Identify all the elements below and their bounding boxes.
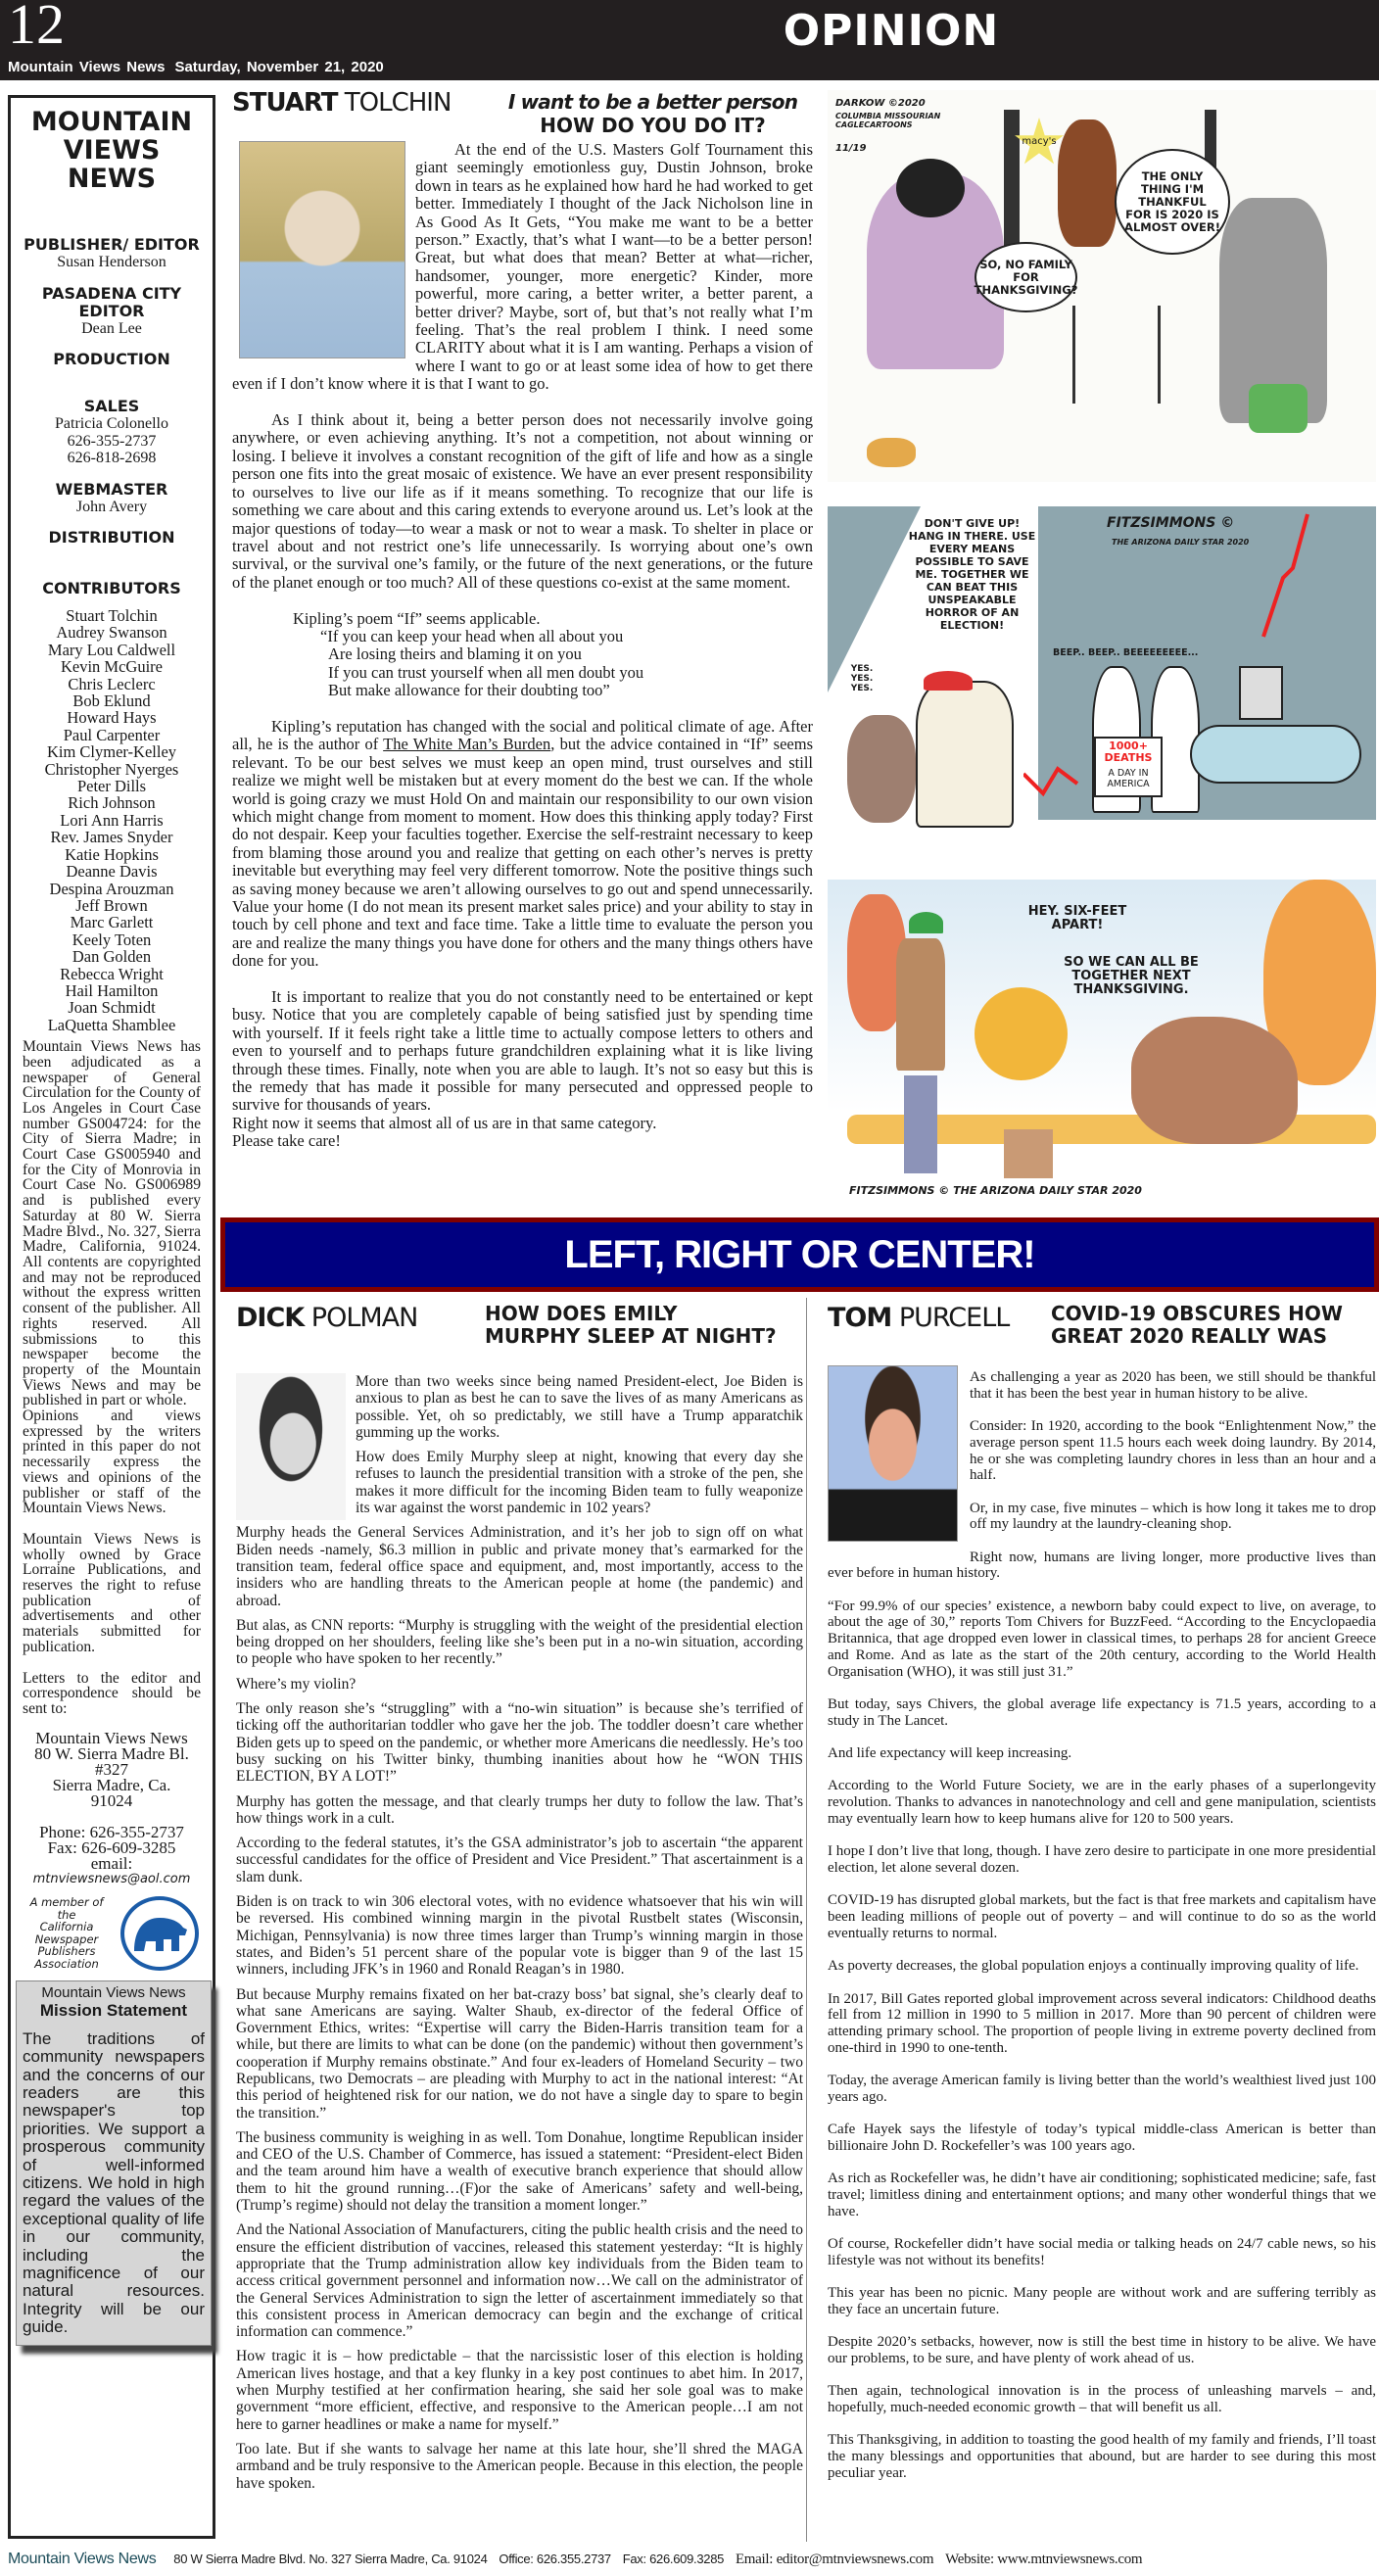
article-purcell [828, 1303, 1376, 2498]
paragraph: As I think about it, being a better person does not necessarily involve going anywhere, or even achieving anything. It’s not a competition, not about winning or losing. I believe it involves a constant recognition of the gift of life and how as a single person one fits into the great mosaic of existence. We have an ever present responsibility to ourselves to live our life as if it means something. To recognize that our life is something we care about and this caring extends to everyone around us. Let’s look at the major questions of today—to wear a mask or not to wear a mask. To shelter in place or travel about and not restrict one’s life unnecessarily. Is worrying about one’s own survival, or the survival one’s family, or the future of the next generations, or the future of the planet enough or too much? All of these questions co-exist at the same moment. [232, 410, 813, 592]
paragraph-text: Kipling’s reputation has changed with the social and political climate of age. After all, he is the author of [232, 716, 813, 754]
paragraph: Biden is on track to win 306 electoral votes, with no evidence whatsoever that his win will be reversed. His combined winning margin in the pivotal Rustbelt states (Wisconsin, Michigan, Pennsylvania) is now three times larger than Trump’s winning margin in those states, and Biden’s 51 percent share of the popular vote is bigger than 9 of the last 15 winners, including JFK’s in 1960 and Ronald Reagan’s in 1980. [236, 1893, 803, 1979]
section-title: OPINION [783, 6, 1000, 56]
poem-line: But make allowance for their doubting too” [328, 681, 610, 700]
paragraph: Cafe Hayek says the lifestyle of today’s typical middle-class American is better than billionaire John D. Rockefeller’s was 100 years ago. [828, 2122, 1376, 2154]
contributors-list [19, 607, 205, 1033]
contributor-name: Deanne Davis [66, 862, 158, 882]
poem-line: “If you can keep your head when all about you [320, 626, 624, 645]
paragraph: This year has been no picnic. Many people are without work and are suffering terribly as they face an uncertain future. [828, 2285, 1376, 2317]
banner-title: LEFT, RIGHT OR CENTER! [225, 1222, 1374, 1287]
cartoonist-signature: DARKOW ©2020 [835, 98, 926, 109]
address-line: 80 W. Sierra Madre Bl. [34, 1743, 189, 1763]
footer-email-link[interactable]: Email: editor@mtnviewsnews.com [735, 2552, 934, 2567]
author-photo [236, 1373, 346, 1520]
cnpa-line: Association [34, 1956, 99, 1971]
paragraph: According to the World Future Society, we are in the early phases of a superlongevity revolution. Thanks to advances in nanotechnology and cell and gene manipulation, scientists may eventually learn how to keep humans alive for 120 to 500 years. [828, 1778, 1376, 1827]
title-line: VIEWS [63, 135, 161, 166]
paragraph: Murphy has gotten the message, and that clearly trumps her duty to follow the law. That’s how things work in a cult. [236, 1792, 803, 1827]
trump-figure [916, 681, 1014, 828]
paragraph: And life expectancy will keep increasing. [828, 1745, 1072, 1762]
paragraph: But alas, as CNN reports: “Murphy is struggling with the weight of the presidential election being dropped on her shoulders, feeling like she’s been put in a no-win situation, according to people who have spoken to her recently.” [236, 1616, 803, 1668]
paragraph-text: , but the advice contained in “If” seems relevant. To be our best selves we must keep an open mind, trust ourselves and still realize we might well be mistaken but at every moment do the best we can. If the whole world is going crazy we must Hold On and maintain our responsibility to our own vision which might change from moment to moment. How does this thinking apply today? First do not despair. Keep your faculties together. Exercise the self-restraint necessary to keep from blaming those around you and realize that getting on each other’s nerves is pretty inevitable but everything may feel very different tomorrow. Note the positive things such as saving money because we aren’t allowing ourselves to go out and spend unnecessarily. Value your home (I do not mean its present market sales price) and your ability to stay in touch by cell phone and text and face time. Take a little time to evaluate the person you are and realize the many things you have done for others and the many things others have done for you. [232, 735, 813, 971]
author-first: DICK [236, 1303, 305, 1333]
paragraph: Consider: In 1920, according to the book “Enlightenment Now,” the average person spent 11.5 hours each week doing laundry. By 2014, he or she was completing laundry chores in less than an hour and a half. [970, 1418, 1376, 1484]
legal-notice: Mountain Views News has been adjudicated as a newspaper of General Circulation for the County of Los Angeles in Court Case number GS004724: for the City of Sierra Madre; in Court Case GS005940 and for the City of Monrovia in Court Case No. GS006989 and is published every Saturday at 80 W. Sierra Madre Blvd., No. 327, Sierra Madre, California, 91024. All contents are copyrighted and may not be reproduced without the express written consent of the publisher. All rights reserved. All submissions to this newspaper become the property of the Mountain Views News and may be published in part or whole. [23, 1038, 201, 1409]
editorial-cartoon-fitzsimmons-election [828, 500, 1376, 852]
address-line: #327 [95, 1759, 128, 1779]
contributor-name: Kevin McGuire [60, 657, 163, 677]
city-editor-name: Dean Lee [81, 319, 142, 337]
paragraph: COVID-19 has disrupted global markets, but the fact is that free markets and capitalism have been leading millions of people out of poverty – and will continue to do so as the world eventually returns to normal. [828, 1892, 1376, 1941]
contributor-name: Mary Lou Caldwell [47, 640, 176, 659]
article-polman [236, 1303, 803, 2500]
sales-phone: 626-355-2737 [67, 432, 157, 450]
page-number: 12 [8, 0, 65, 56]
masthead [0, 0, 1379, 80]
author-photo [828, 1365, 958, 1542]
paragraph: The only reason she’s “struggling” with a “no-win situation” is because she’s terrified of ticking off the authoritarian toddler who gave her the job. The toddler doesn’t care whether Biden gets up to speed on the pandemic, or whether more Americans die needlessly. He’s too busy sucking on his Twitter binky, thumbing inanities about how he “WON THIS ELECTION, BY A LOT!” [236, 1700, 803, 1786]
phone: Phone: 626-355-2737 [39, 1822, 184, 1841]
woman-hair [896, 159, 965, 217]
paragraph: How does Emily Murphy sleep at night, knowing that every day she refuses to launch the presidential transition with a stroke of the pen, she makes it more difficult for the incoming Biden team to fully weaponize its war against the worst pandemic in 102 years? [356, 1449, 803, 1517]
author-last: TOLCHIN [344, 88, 452, 118]
cartoon-credit: COLUMBIA MISSOURIAN CAGLECARTOONS [835, 112, 941, 129]
contributor-name: Audrey Swanson [56, 623, 167, 643]
fax: Fax: 626-609-3285 [47, 1837, 176, 1857]
paragraph: Of course, Rockefeller didn’t have social media or talking heads on 24/7 cable news, so his lifestyle was not without its benefits! [828, 2236, 1376, 2268]
cnpa-line: Newspaper [34, 1932, 99, 1946]
mission-title: Mission Statement [39, 2000, 188, 2020]
distribution-label: DISTRIBUTION [48, 528, 175, 547]
paragraph: Too late. But if she wants to salvage her name at this late hour, she’ll shred the MAGA armband and be truly responsive to the American people. Because in this election, the people have spoken. [236, 2440, 803, 2492]
headline-kicker: I want to be a better person [507, 90, 798, 114]
cnpa-line: the [57, 1907, 76, 1922]
article-body [828, 1369, 1376, 2482]
paragraph: Or, in my case, five minutes – which is how long it takes me to drop off my laundry at the laundry-cleaning shop. [970, 1500, 1376, 1533]
footer-address: 80 W Sierra Madre Blvd. No. 327 Sierra Madre, Ca. 91024 [173, 2552, 488, 2566]
contributor-name: Keely Toten [71, 930, 152, 949]
email-label: email: [90, 1853, 133, 1873]
paragraph: Then again, technological innovation is in the process of unleashing marvels – and, hopefully, much-needed economic growth – that will benefit us all. [828, 2383, 1376, 2416]
man-with-axe [896, 938, 945, 1071]
paragraph: As challenging a year as 2020 has been, we still should be thankful that it has been the best year in human history to be alive. [970, 1369, 1376, 1402]
letters-notice: Letters to the editor and correspondence should be sent to: [23, 1669, 201, 1717]
section-banner [220, 1217, 1379, 1292]
mailing-address [19, 1728, 205, 1810]
paragraph: In 2017, Bill Gates reported global improvement across several indicators: Childhood deaths fell from 12 million in 1990 to 5 million in 2017. More than 90 percent of children were attending primary school. The proportion of people living in extreme poverty declined from one-third in 1990 to one-tenth. [828, 1990, 1376, 2056]
contributor-name: Marc Garlett [70, 913, 154, 932]
paragraph: Where’s my violin? [236, 1675, 357, 1693]
sales-phone: 626-818-2698 [67, 450, 157, 466]
author-last: PURCELL [898, 1303, 1010, 1333]
mission-text: The traditions of community newspapers and the concerns of our readers are this newspaper's top priorities. We support a prosperous community of well-informed citizens. We hold in high regard the values of the exceptional quality of life in our community, including the magnificence of our natural resources. Integrity will be our guide. [23, 2028, 205, 2337]
poem-quote [232, 610, 813, 700]
title-line: MOUNTAIN [30, 107, 193, 137]
speech-bubble-right: THE ONLY THING I'M THANKFUL FOR IS 2020 IS ALMOST OVER! [1115, 149, 1230, 255]
contributor-name: Hail Hamilton [65, 980, 159, 1000]
page-footer [8, 2551, 1379, 2568]
speech-bubble-left: SO, NO FAMILY FOR THANKSGIVING? [975, 242, 1077, 312]
paragraph: But because Murphy remains fixated on her bat-crazy boss’ bat signal, she’s clearly deaf to what sane Americans are saying. Walter Shaub, ex-director of the federal Office of Government Ethics, writes: “Expertise will carry the Biden-Harris transition team for a while, but there are limits to what can be done (on the pandemic) without then government’s cooperation if Murphy remains obstinate.” And four ex-leaders of Homeland Security – two Republicans, two Democrats – are pleading with Murphy to act in the national interest: “At this period of heightened risk for our nation, we do not have a single day to spare to begin the transition.” [236, 1985, 803, 2122]
cartoonist-signature: FITZSIMMONS © [1107, 515, 1235, 531]
sign-off: Please take care! [232, 1131, 341, 1151]
contributor-name: Rev. James Snyder [50, 828, 173, 847]
paragraph: And the National Association of Manufacturers, citing the public health crisis and the need to ensure the efficient distribution of vaccines, released this statement yesterday: “It is highly appropriate that the Trump administration allow key individuals from the Biden team to access critical government personnel and information now…We call on the administrator of the General Services Administration to sign the letter of ascertainment immediately so that this consistent process in American democracy can begin and the exchange of critical information can commence.” [236, 2221, 803, 2341]
headline: COVID-19 OBSCURES HOW GREAT 2020 REALLY WAS [1051, 1302, 1343, 1348]
mission-statement-box [16, 1980, 212, 2346]
paragraph: The business community is weighing in as well. Tom Donahue, longtime Republican insider and CEO of the U.S. Chamber of Commerce, has issued a statement: “President-elect Biden and the team around him have a wealth of executive branch experience that should allow them to hit the ground running…(F)or the sake of Americans’ safety and well-being, (Trump’s regime) should not delay the transition a moment longer.” [236, 2128, 803, 2215]
title-line: NEWS [67, 164, 157, 194]
contributor-name: LaQuetta Shamblee [47, 1015, 176, 1034]
staff-sidebar [8, 95, 215, 2539]
cartoon-credit: THE ARIZONA DAILY STAR 2020 [1112, 538, 1250, 547]
cnpa-line: California [39, 1920, 94, 1934]
folding-table [1072, 306, 1161, 404]
man-legs [904, 1075, 937, 1173]
paper-name: Mountain Views News [8, 59, 166, 75]
contributor-name: Bob Eklund [72, 692, 151, 711]
footer-website-link[interactable]: Website: www.mtnviewsnews.com [945, 2552, 1143, 2567]
cnpa-text [23, 1896, 111, 1970]
contributor-name: Jeff Brown [75, 895, 148, 915]
paragraph: According to the federal statutes, it’s the GSA administrator’s job to ascertain “the apparent successful candidates for the office of President and Vice President.” That ascertainment is a slam dunk. [236, 1835, 803, 1885]
turkey-figure [1131, 1017, 1298, 1144]
poem-intro: Kipling’s poem “If” seems applicable. [293, 608, 541, 628]
paragraph: It is important to realize that you do not constantly need to be entertained or kept busy. Notice that you are completely capable of being satisfied just by spending time with yourself. If it feels right take a little time to actually compose letters to others and even to yourself and to perhaps future grandchildren explaining what it is like living through these times. Finally, note when you are able to laugh. It’s not so easy but this is the remedy that has made it possible for many persecuted and oppressed people to survive for thousands of years. [232, 987, 813, 1115]
paragraph: “For 99.9% of our species’ existence, a newborn baby could expect to live, on average, to about the age of 30,” reports Tom Chivers for BuzzFeed. “According to the Encyclopaedia Britannica, that age dropped even lower in classical times, to perhaps 28 for ancient Greece and Rome. And as late as the start of the 20th century, according to the World Health Organisation (WHO), it was still just 31.” [828, 1598, 1376, 1680]
paragraph: Right now, humans are living longer, more productive lives than ever before in human history. [828, 1549, 1376, 1582]
contributor-name: Chris Leclerc [68, 674, 156, 693]
contributor-name: Rich Johnson [68, 793, 156, 813]
deaths-sign-count: 1000+ DEATHS [1104, 739, 1153, 764]
publisher-name: Susan Henderson [57, 254, 166, 270]
green-cap [909, 912, 943, 933]
headline: HOW DOES EMILY MURPHY SLEEP AT NIGHT? [485, 1302, 777, 1348]
sales-name: Patricia Colonello [55, 415, 168, 432]
monitor-beep-text: BEEP.. BEEP.. BEEEEEEEEE... [1053, 647, 1199, 658]
paragraph: Today, the average American family is living better than the world’s wealthiest lived just 100 years ago. [828, 2073, 1376, 2105]
cnpa-bear-logo-icon [120, 1896, 199, 1971]
editorial-cartoon-darkow [828, 90, 1376, 482]
chopping-block [1004, 1129, 1053, 1178]
reply-text: YES. YES. YES. [850, 664, 874, 693]
contributor-name: Stuart Tolchin [66, 606, 158, 625]
address-line: 91024 [90, 1790, 133, 1810]
red-cap [924, 671, 973, 691]
city-editor-label-2: EDITOR [78, 301, 145, 320]
contributor-name: Peter Dills [76, 777, 147, 796]
paragraph: I hope I don’t live that long, though. I have zero desire to participate in one more presidential election, let alone several dozen. [828, 1843, 1376, 1876]
elephant-figure [847, 715, 916, 823]
production-label: PRODUCTION [53, 350, 170, 368]
cat [867, 438, 916, 467]
email-link[interactable]: mtnviewsnews@aol.com [32, 1871, 191, 1886]
webmaster-name: John Avery [75, 498, 148, 515]
author-first: TOM [828, 1303, 892, 1333]
poem-line: Are losing theirs and blaming it on you [328, 644, 582, 664]
turkey-balloon [1058, 119, 1117, 247]
paragraph: More than two weeks since being named President-elect, Joe Biden is anxious to plan as best he can to save the lives of as many Americans as possible. Yet, oh so predictably, we still have a Trump apparatchik gumming up the works. [356, 1373, 803, 1441]
address-line: Sierra Madre, Ca. [52, 1775, 171, 1794]
mission-paper-name: Mountain Views News [41, 1983, 186, 2001]
book-title: The White Man’s Burden [383, 735, 551, 754]
city-editor-label: PASADENA CITY [41, 283, 182, 303]
cnpa-line: Publishers [37, 1944, 96, 1959]
speech-man: HEY. SIX-FEET APART! [1027, 904, 1127, 932]
article-header [828, 1303, 1376, 1365]
paragraph: This Thanksgiving, in addition to toasting the good health of my family and friends, I’ll toast the many blessings and opportunities that abound, but are harder to see during this most peculiar year. [828, 2432, 1376, 2481]
poem-line: If you can trust yourself when all men doubt you [328, 662, 644, 682]
cartoon-date: 11/19 [835, 143, 867, 154]
footer-paper-name: Mountain Views News [8, 2551, 157, 2567]
cnpa-membership [19, 1896, 205, 1971]
webmaster-label: WEBMASTER [55, 479, 168, 499]
article-header [236, 1303, 803, 1365]
paragraph: As rich as Rockefeller was, he didn’t have air conditioning; sophisticated medicine; safe, fast travel; limitless dining and entertainment options; and many other wonderful things that we have. [828, 2171, 1376, 2219]
contributor-name: Katie Hopkins [65, 844, 159, 864]
column-divider [806, 1298, 807, 2542]
paragraph: How tragic it is – how predictable – that the narcissistic loser of this election is holding American lives hostage, and that a key flunky in a key post continues to abet him. In 2017, when Murphy testified at her confirmation hearing, she said her sole goal was to make government “more efficient, effective, and responsive to the American people…I am not here to garner headlines or make a name for myself.” [236, 2348, 803, 2433]
paragraph: Murphy heads the General Services Administration, and it’s her job to sign off on what Biden needs -namely, $6.3 million in public and private money that’s earmarked for the transition team, federal office space and equipment, and, most importantly, access to the insiders who are handling threats to the American people at home (the pandemic) and abroad. [236, 1524, 803, 1609]
contributor-name: Dan Golden [71, 947, 152, 967]
headline [489, 90, 817, 137]
author-first: STUART [232, 88, 338, 118]
speech-text: DON'T GIVE UP! HANG IN THERE. USE EVERY MEANS POSSIBLE TO SAVE ME. TOGETHER WE CAN BEAT THIS UNSPEAKABLE HORROR OF AN ELECTION! [908, 517, 1036, 632]
contributor-name: Rebecca Wright [60, 964, 164, 983]
contributor-name: Howard Hays [67, 708, 157, 728]
article-body [236, 1373, 803, 2492]
article-tolchin [232, 88, 813, 1151]
address-line: Mountain Views News [35, 1728, 188, 1747]
sidebar-title [19, 108, 205, 193]
article-body [232, 141, 813, 1151]
red-line-graph [1023, 509, 1317, 803]
author-photo [239, 141, 405, 358]
paragraph: Despite 2020’s setbacks, however, now is still the best time in history to be alive. We have our problems, to be sure, and have plenty of work ahead of us. [828, 2334, 1376, 2366]
paragraph: As poverty decreases, the global population enjoys a continually improving quality of life. [828, 1958, 1359, 1975]
cnpa-line: A member of [29, 1895, 104, 1910]
contributor-name: Kim Clymer-Kelley [46, 742, 177, 762]
contributor-name: Joan Schmidt [68, 998, 156, 1018]
balloon-label: macy's [1022, 136, 1057, 147]
sales-label: SALES [83, 397, 140, 415]
dateline [8, 59, 384, 76]
paragraph: But today, says Chivers, the global average life expectancy is 71.5 years, according to a study in The Lancet. [828, 1695, 1376, 1729]
author-last: POLMAN [310, 1303, 418, 1333]
speech-turkey: SO WE CAN ALL BE TOGETHER NEXT THANKSGIVING. [1064, 955, 1199, 997]
editorial-cartoon-fitzsimmons-turkey [828, 880, 1376, 1211]
contributors-label: CONTRIBUTORS [42, 579, 181, 597]
autumn-tree [975, 987, 1068, 1080]
contributor-name: Paul Carpenter [63, 725, 161, 744]
headline-main: HOW DO YOU DO IT? [540, 114, 766, 137]
contributor-name: Christopher Nyerges [44, 759, 179, 779]
paragraph: Right now it seems that almost all of us are in that same category. [232, 1113, 657, 1132]
opinion-disclaimer: Opinions and views expressed by the writers printed in this paper do not necessarily express the views and opinions of the publisher or staff of the Mountain Views News. [23, 1407, 201, 1517]
ownership-notice: Mountain Views News is wholly owned by Grace Lorraine Publications, and reserves the right to refuse publication of advertisements and other materials submitted for publication. [23, 1530, 201, 1655]
green-stool [1249, 384, 1308, 433]
contributor-name: Despina Arouzman [49, 879, 174, 898]
publisher-label: PUBLISHER/ EDITOR [24, 235, 200, 254]
contributor-name: Lori Ann Harris [60, 810, 164, 830]
deaths-sign-caption: A DAY IN AMERICA [1107, 768, 1150, 789]
footer-fax: Fax: 626.609.3285 [622, 2552, 725, 2566]
paragraph [232, 718, 813, 971]
paragraph: At the end of the U.S. Masters Golf Tournament this giant seemingly emotionless guy, Dustin Johnson, broke down in tears as he explained how hard he had worked to get better. Immediately I thought of the Jack Nicholson line in As Good As It Gets, “You make me want to be a better person.” Exactly, that’s what I want—to be a better person! Great, but what does that mean? Better at what—richer, handsomer, younger, more energetic? Kinder, more powerful, more caring, a better writer, a better parent, a better driver? Maybe, sort of, but that’s not really what I’m feeling. That’s the real problem I think. I need some CLARITY about what it is I am wanting. Perhaps a vision of where I want to go or at least some idea of how to get there even if I don’t know where it is that I want to go. [232, 140, 813, 394]
cartoonist-signature: FITZSIMMONS © THE ARIZONA DAILY STAR 2020 [849, 1184, 1142, 1197]
issue-date: Saturday, November 21, 2020 [174, 59, 384, 75]
footer-office-phone: Office: 626.355.2737 [499, 2552, 611, 2566]
